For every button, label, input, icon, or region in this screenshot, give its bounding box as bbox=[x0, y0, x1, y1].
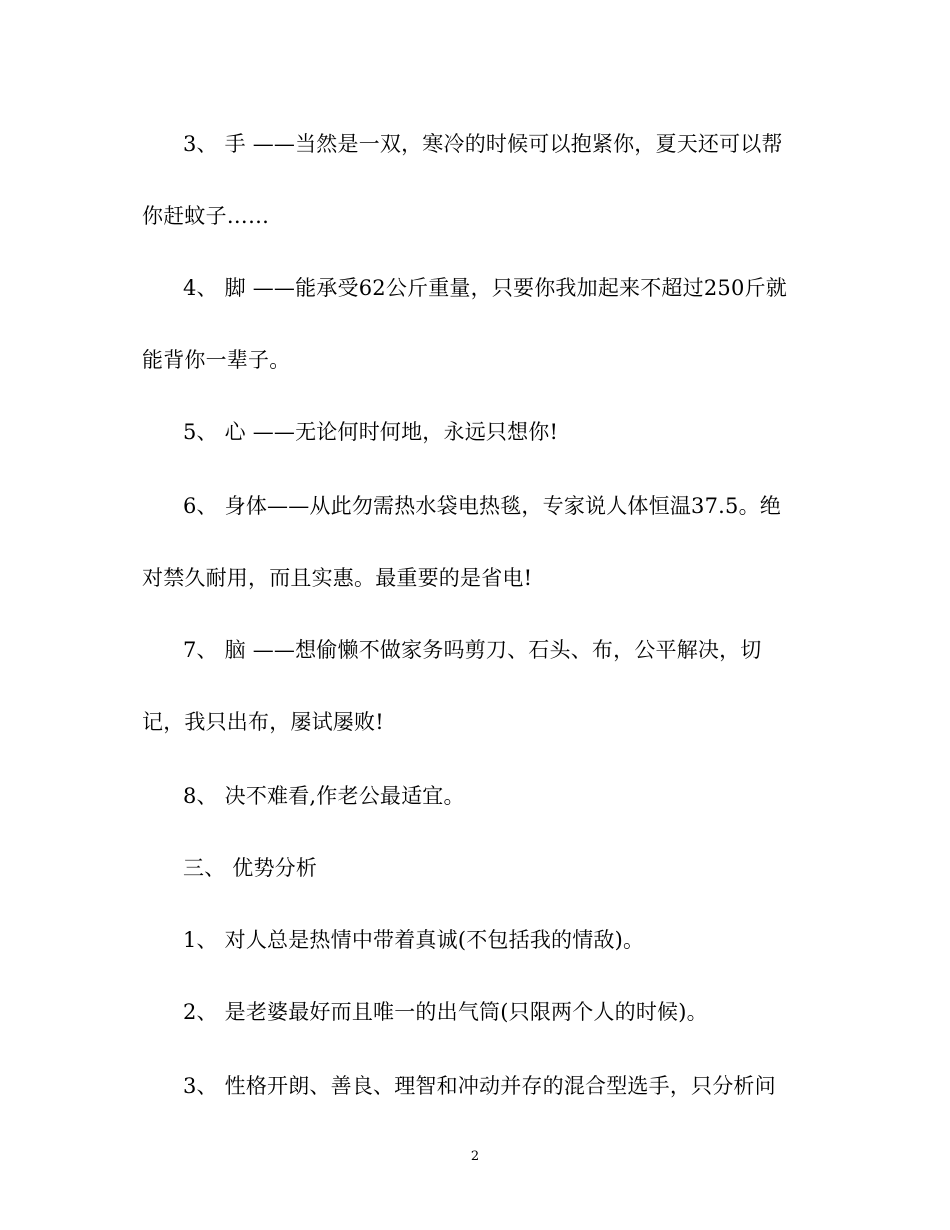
text-line: 对禁久耐用，而且实惠。最重要的是省电! bbox=[142, 566, 533, 590]
text-line: 6、 身体——从此勿需热水袋电热毯，专家说人体恒温37.5。绝 bbox=[183, 494, 781, 518]
text-line: 5、 心 ——无论何时何地，永远只想你! bbox=[183, 420, 559, 444]
text-line: 8、 决不难看,作老公最适宜。 bbox=[183, 784, 465, 808]
text-line: 3、 手 ——当然是一双，寒冷的时候可以抱紧你，夏天还可以帮 bbox=[183, 132, 783, 156]
text-line: 3、 性格开朗、善良、理智和冲动并存的混合型选手，只分析问 bbox=[183, 1074, 776, 1098]
text-line: 2、 是老婆最好而且唯一的出气筒(只限两个人的时候)。 bbox=[183, 1000, 708, 1024]
page-number: 2 bbox=[470, 1149, 480, 1164]
text-line: 记，我只出布，屡试屡败! bbox=[142, 710, 384, 734]
text-line: 4、 脚 ——能承受62公斤重量，只要你我加起来不超过250斤就 bbox=[183, 276, 787, 300]
section-heading: 三、 优势分析 bbox=[183, 856, 318, 880]
text-line: 1、 对人总是热情中带着真诚(不包括我的情敌)。 bbox=[183, 928, 645, 952]
text-line: 你赶蚊子…… bbox=[142, 204, 270, 228]
text-line: 7、 脑 ——想偷懒不做家务吗剪刀、石头、布，公平解决，切 bbox=[183, 638, 762, 662]
text-line: 能背你一辈子。 bbox=[142, 348, 291, 372]
